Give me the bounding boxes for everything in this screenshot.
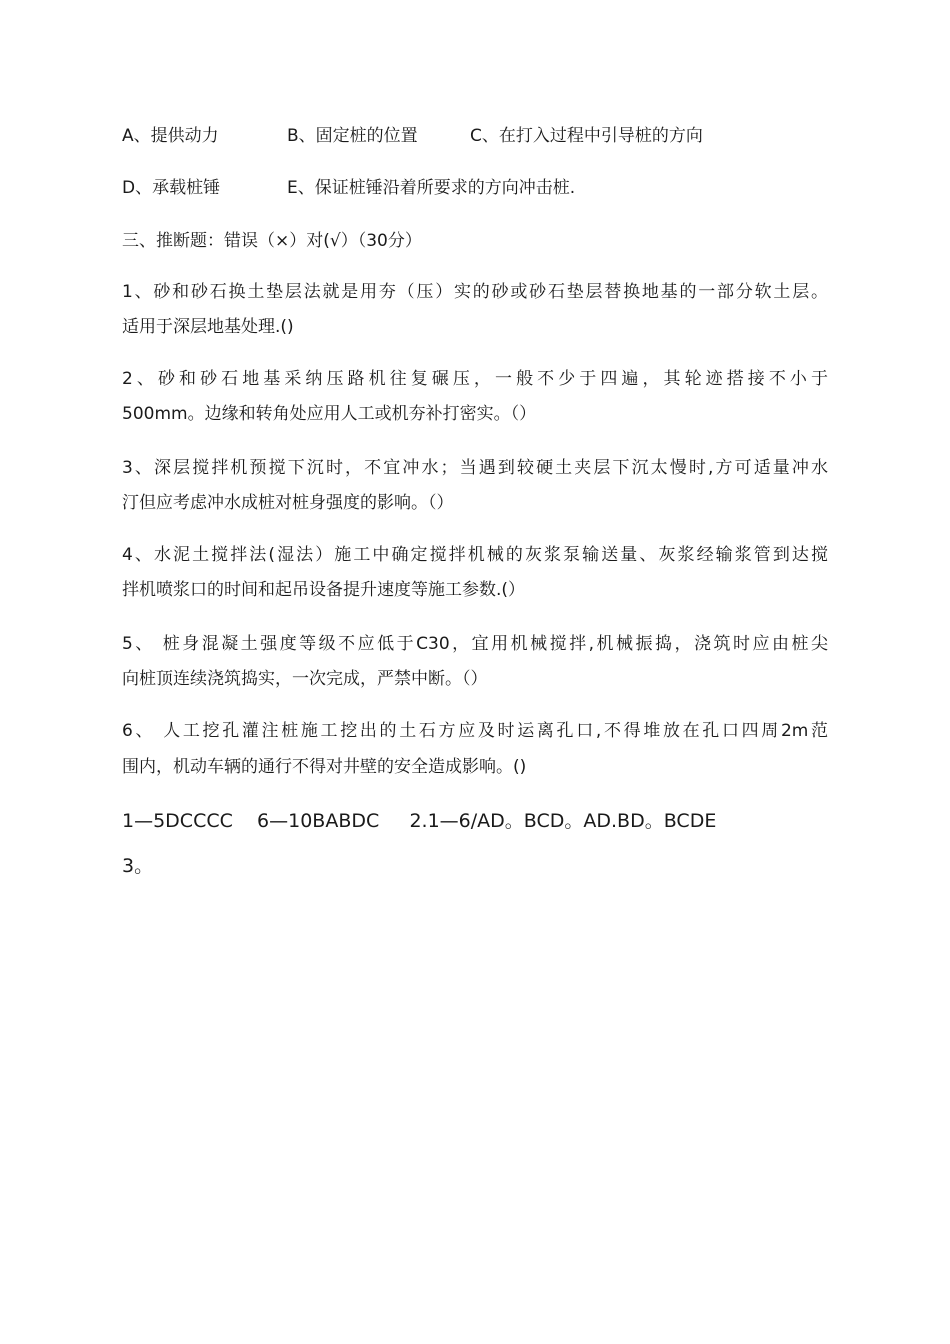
option-e: E、保证桩锤沿着所要求的方向冲击桩. [287,178,576,198]
question-1-line-2: 适用于深层地基处理.() [122,317,294,337]
question-1-line-1: 1、砂和砂石换土垫层法就是用夯（压）实的砂或砂石垫层替换地基的一部分软土层。 [122,282,828,302]
question-4-line-2: 拌机喷浆口的时间和起吊设备提升速度等施工参数.(） [122,580,526,600]
answer-key-line-1: 1—5DCCCC 6—10BABDC 2.1—6/AD。BCD。AD.BD。BCDE [122,810,717,832]
question-6-line-2: 围内，机动车辆的通行不得对井壁的安全造成影响。() [122,757,527,777]
question-3-line-2: 汀但应考虑冲水成桩对桩身强度的影响。（） [122,493,454,513]
question-2-line-1: 2、砂和砂石地基采纳压路机往复碾压，一般不少于四遍，其轮迹搭接不小于 [122,369,828,389]
question-6-line-1: 6、 人工挖孔灌注桩施工挖出的土石方应及时运离孔口,不得堆放在孔口四周2m范 [122,721,828,741]
section-heading: 三、推断题：错误（×）对(√）（30分） [122,231,422,251]
option-b: B、固定桩的位置 [287,126,418,146]
answer-key-line-2: 3。 [122,855,154,877]
question-2-line-2: 500mm。边缘和转角处应用人工或机夯补打密实。（） [122,404,537,424]
option-c: C、在打入过程中引导桩的方向 [470,126,703,146]
question-5-line-2: 向桩顶连续浇筑捣实，一次完成，严禁中断。（） [122,669,488,689]
question-5-line-1: 5、 桩身混凝土强度等级不应低于C30，宜用机械搅拌,机械振捣，浇筑时应由桩尖 [122,634,828,654]
question-3-line-1: 3、深层搅拌机预搅下沉时，不宜冲水；当遇到较硬土夹层下沉太慢时,方可适量冲水 [122,458,828,478]
question-4-line-1: 4、水泥土搅拌法(湿法）施工中确定搅拌机械的灰浆泵输送量、灰浆经输浆管到达搅 [122,545,828,565]
option-d: D、承载桩锤 [122,178,221,198]
option-a: A、提供动力 [122,126,219,146]
